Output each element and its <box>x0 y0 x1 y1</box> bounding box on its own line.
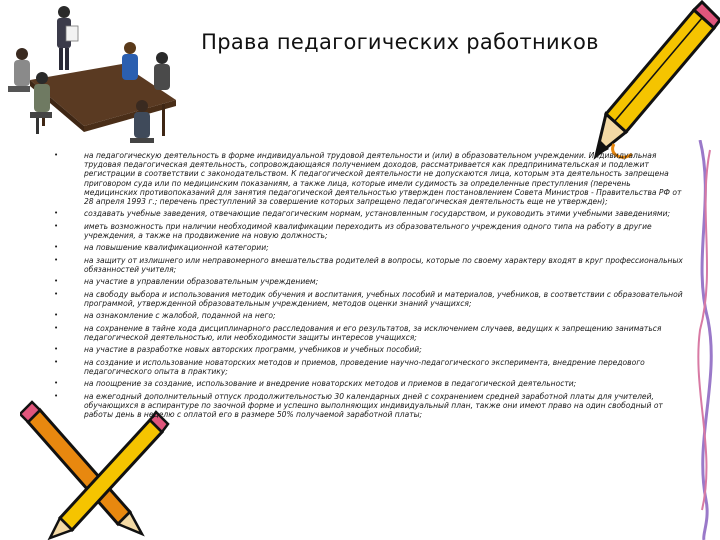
list-item <box>52 277 684 286</box>
list-item-text: на свободу выбора и использования методик обучения и воспитания, учебных пособий и материалов, учебников, в соответствии с образовательной программой, утвержденной образовательным учреждением, методов оценки знаний учащихся; <box>84 289 683 308</box>
bullet-icon: • <box>54 311 59 320</box>
bullet-icon: • <box>54 151 59 159</box>
list-item <box>52 151 684 206</box>
bullet-icon: • <box>54 345 59 354</box>
list-item <box>52 290 684 308</box>
bullet-icon: • <box>54 221 59 230</box>
list-item-text: создавать учебные заведения, отвечающие педагогическим нормам, установленным государством, и руководить этими учебными заведениями; <box>84 209 671 219</box>
bullet-icon: • <box>54 289 59 298</box>
list-item-text: на ежегодный дополнительный отпуск продолжительностью 30 календарных дней с сохранением средней заработной платы для учителей, обучающихся в аспирантуре по заочной форме и успешно выполняющих индивидуальный план, также они имеют право на один свободный от работы день в неделю с оплатой его в размере 50% получаемой заработной платы; <box>84 391 663 420</box>
list-item <box>52 324 684 342</box>
list-item-text: на защиту от излишнего или неправомерного вмешательства родителей в вопросы, которые по своему характеру входят в круг профессиональных обязанностей учителя; <box>84 255 683 274</box>
bullet-icon: • <box>54 255 59 264</box>
bullet-icon: • <box>54 379 59 388</box>
bullet-icon: • <box>54 357 59 366</box>
list-item-text: на ознакомление с жалобой, поданной на него; <box>84 311 276 321</box>
list-item-text: на создание и использование новаторских методов и приемов, проведение научно-педагогического эксперимента, внедрение передового педагогического опыта в практику; <box>84 357 645 376</box>
list-item-text: на участие в управлении образовательным учреждением; <box>84 277 319 287</box>
list-item <box>52 392 684 420</box>
list-item <box>52 256 684 274</box>
list-item-text: на сохранение в тайне хода дисциплинарного расследования и его результатов, за исключением случаев, ведущих к запрещению заниматься педагогической деятельностью, или необходимости защиты интересов учащихся; <box>84 323 662 342</box>
list-item <box>52 243 684 252</box>
bullet-icon: • <box>54 243 59 252</box>
list-item <box>52 311 684 320</box>
bullet-icon: • <box>54 209 59 218</box>
list-item-text: на педагогическую деятельность в форме индивидуальной трудовой деятельности и (или) в образовательном учреждении. Индивидуальная трудовая педагогическая деятельность, сопровождающаяся получением доходов, рассматривается как предпринимательская и подлежит регистрации в соответствии с законодательством. К педагогической деятельности не допускаются лица, которым эта деятельность запрещена приговором суда или по медицинским показаниям, а также лица, которые имели судимость за определенные преступления (перечень медицинских противопоказаний для занятия педагогической деятельностью утвержден постановлением Совета Министров - Правительства РФ от 28 апреля 1993 г.; перечень преступлений за совершение которых запрещено педагогическая деятельность еще не утвержден); <box>84 151 682 207</box>
scribble-decoration-icon <box>690 140 720 540</box>
list-item-text: на участие в разработке новых авторских программ, учебников и учебных пособий; <box>84 345 422 355</box>
list-item-text: иметь возможность при наличии необходимой квалификации переходить из образовательного учреждения одного типа на работу в другие учреждения, а также на продвижение на новую должность; <box>84 221 652 240</box>
list-item-text: на поощрение за создание, использование и внедрение новаторских методов и приемов в педагогической деятельности; <box>84 379 577 389</box>
bullet-icon: • <box>54 391 59 400</box>
bullet-icon: • <box>54 277 59 286</box>
bullet-icon: • <box>54 323 59 332</box>
list-item-text: на повышение квалификационной категории; <box>84 243 269 253</box>
meeting-clipart-icon <box>2 2 180 152</box>
list-item <box>52 358 684 376</box>
page-title: Права педагогических работников <box>201 30 599 54</box>
list-item <box>52 379 684 388</box>
list-item <box>52 345 684 354</box>
rights-list <box>52 151 684 423</box>
list-item <box>52 209 684 218</box>
list-item <box>52 222 684 240</box>
